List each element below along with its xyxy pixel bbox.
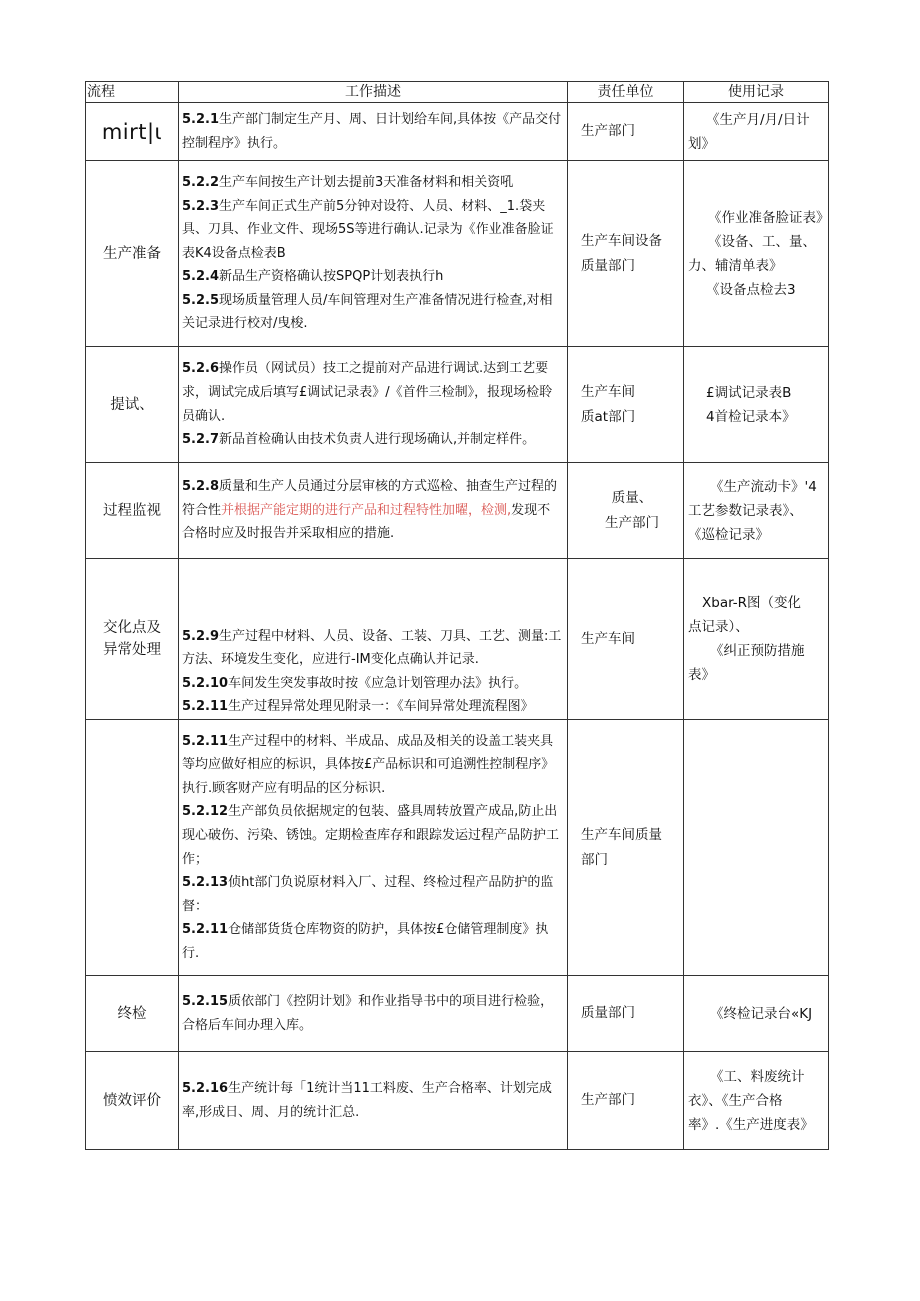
description-cell (179, 720, 568, 976)
item-text: 生产过程异常处理见附录一：《车间异常处理流程图》 (228, 699, 534, 715)
description-item (182, 871, 563, 918)
table-row (86, 463, 829, 559)
unit-cell (568, 1052, 684, 1150)
item-number: 5.2.11 (182, 922, 229, 938)
description-item (182, 730, 563, 801)
header-flow: 流程 (86, 82, 179, 103)
item-text: 新品生产资格确认按SPQP计划表执行h (219, 269, 444, 285)
description-cell (179, 161, 568, 347)
item-text: 现场质量管理人员/车间管理对生产准备情况进行检查,对相关记录进行校对/曳梭. (182, 292, 553, 332)
item-text: 生产统计每「1统计当11工料废、生产合格率、计划完成率,形成日、周、月的统计汇总. (182, 1080, 552, 1120)
item-number: 5.2.11 (182, 733, 229, 749)
record-line: £调试记录表B (706, 384, 792, 401)
description-item (182, 800, 563, 871)
flow-line: 异常处理 (103, 642, 161, 658)
item-number: 5.2.13 (182, 875, 229, 891)
description-item (182, 990, 563, 1037)
process-table (85, 81, 829, 1150)
unit-line: 生产车间 (581, 383, 635, 400)
description-item (182, 695, 563, 719)
record-cell (684, 720, 829, 976)
record-cell (684, 347, 829, 463)
header-description: 工作描述 (179, 82, 568, 103)
table-row (86, 559, 829, 720)
description-cell (179, 559, 568, 720)
table-row (86, 161, 829, 347)
flow-cell: mirt|ι (86, 103, 179, 161)
record-line: 《生产流动卡》'4 (710, 478, 817, 495)
unit-line: 部门 (581, 851, 608, 868)
description-cell (179, 1052, 568, 1150)
item-number: 5.2.10 (182, 675, 229, 691)
item-text: 质依部门《控阴计划》和作业指导书中的项目进行检验，合格后车间办理入库。 (182, 993, 554, 1033)
flow-cell (86, 559, 179, 720)
record-line: 工艺参数记录表》、 (688, 502, 803, 519)
unit-line: 生产车间 (581, 630, 635, 647)
header-row (86, 82, 829, 103)
item-text: 操作员（网试员）技工之提前对产品进行调试.达到工艺要求，调试完成后填写£调试记录表》/《首件三检制》，报现场检聆员确认. (182, 361, 553, 424)
description-item (182, 171, 563, 195)
item-text: 生产部门制定生产月、周、日计划给车间,具体按《产品交付控制程序》执行。 (182, 111, 562, 151)
unit-cell (568, 463, 684, 559)
item-number: 5.2.9 (182, 628, 220, 644)
unit-cell (568, 559, 684, 720)
flow-cell: 提试、 (86, 347, 179, 463)
table-row (86, 976, 829, 1052)
table-row (86, 347, 829, 463)
unit-line: 质at部门 (581, 408, 636, 425)
item-number: 5.2.12 (182, 804, 229, 820)
description-item (182, 195, 563, 266)
record-line: 《作业准备脸证表》 (708, 209, 830, 226)
item-text: 发现不合格时应及时报告并采取相应的措施. (182, 502, 551, 542)
item-number: 5.2.5 (182, 292, 220, 308)
item-number: 5.2.15 (182, 993, 229, 1009)
flow-cell (86, 720, 179, 976)
flow-line: 交化点及 (103, 620, 161, 636)
record-line: 《设备、工、量、 (708, 233, 816, 250)
record-cell (684, 559, 829, 720)
record-line: 表》 (688, 667, 715, 683)
item-number: 5.2.11 (182, 699, 229, 715)
table-row (86, 720, 829, 976)
flow-cell: 生产准备 (86, 161, 179, 347)
description-cell (179, 103, 568, 161)
description-item (182, 475, 563, 546)
item-text: 质量和生产人员通过分层审核的方式巡检、抽查生产过程的符合性 (182, 479, 558, 518)
item-text-highlight: 并根据产能定期的进行产品和过程特性加曜，检测, (221, 502, 512, 518)
record-line: 4首检记录本》 (706, 408, 796, 425)
item-number: 5.2.8 (182, 479, 220, 495)
unit-line: 质量、 (611, 489, 653, 506)
unit-cell (568, 103, 684, 161)
description-cell (179, 347, 568, 463)
description-item (182, 428, 563, 452)
record-line: 《生产月/月/日计 (706, 111, 810, 128)
flow-cell: 过程监视 (86, 463, 179, 559)
unit-cell (568, 347, 684, 463)
description-cell (179, 463, 568, 559)
record-line: 率》.《生产进度表》 (688, 1116, 814, 1133)
description-item (182, 357, 563, 428)
item-number: 5.2.16 (182, 1080, 229, 1096)
record-line: 衣》、《生产合格 (688, 1092, 783, 1109)
item-text: 仓储部货货仓库物资的防护，具体按£仓储管理制度》执行. (182, 922, 549, 961)
record-cell (684, 976, 829, 1052)
unit-line: 生产车间设备 (581, 232, 662, 249)
unit-line: 生产部门 (581, 1092, 635, 1108)
unit-line: 生产车间质量 (581, 826, 662, 843)
description-item (182, 108, 563, 155)
description-item (182, 918, 563, 965)
description-cell (179, 976, 568, 1052)
item-text: 生产部负员依据规定的包装、盛具周转放置产成品,防止出现心破伤、污染、锈蚀。定期检查库存和跟踪发运过程产品防护工作； (182, 804, 560, 867)
record-line: 划》 (688, 135, 715, 152)
record-line: Xbar-R图（变化 (702, 595, 802, 611)
flow-cell: 终检 (86, 976, 179, 1052)
item-number: 5.2.4 (182, 269, 220, 285)
description-item (182, 289, 563, 336)
item-text: 侦ht部门负说原材料入厂、过程、终检过程产品防护的监督： (182, 875, 554, 914)
item-number: 5.2.7 (182, 432, 220, 448)
description-item (182, 625, 563, 672)
record-line: 《纠正预防措施 (710, 643, 805, 659)
record-line: 《巡检记录》 (688, 526, 769, 543)
record-line: 《工、料废统计 (710, 1068, 805, 1085)
header-record: 使用记录 (684, 82, 829, 103)
item-number: 5.2.6 (182, 361, 220, 377)
item-text: 生产车间按生产计划去提前3天准备材料和相关资吼 (219, 174, 514, 190)
table-row (86, 103, 829, 161)
item-number: 5.2.1 (182, 111, 220, 127)
record-line: 点记录）、 (688, 619, 749, 635)
unit-cell (568, 161, 684, 347)
flow-cell: 愤效评价 (86, 1052, 179, 1150)
description-item (182, 1077, 563, 1124)
record-cell (684, 463, 829, 559)
unit-line: 质量部门 (581, 257, 635, 274)
record-line: 《终检记录台«KJ (710, 1005, 813, 1022)
item-text: 生产过程中材料、人员、设备、工装、刀具、工艺、测量:工方法、环境发生变化，应进行-IM变化点确认并记录. (182, 628, 562, 668)
item-number: 5.2.3 (182, 198, 220, 214)
item-number: 5.2.2 (182, 174, 220, 190)
unit-line: 生产部门 (605, 514, 659, 531)
unit-cell (568, 720, 684, 976)
item-text: 车间发生突发事故时按《应急计划管理办法》执行。 (228, 675, 528, 691)
record-line: 力、辅清单表》 (688, 257, 783, 274)
unit-line: 生产部门 (581, 123, 635, 139)
item-text: 新品首检确认由技术负责人进行现场确认,并制定样件。 (219, 432, 536, 448)
record-line: 《设备点检去3 (706, 281, 796, 298)
item-text: 生产车间正式生产前5分钟对设符、人员、材料、_1.袋夹具、刀具、作业文件、现场5S等进行确认.记录为《作业准备脸证表K4设备点检表B (182, 198, 554, 261)
description-item (182, 265, 563, 289)
item-text: 生产过程中的材料、半成品、成品及相关的设盖工装夹具等均应做好相应的标识，具体按£产品标识和可追溯性控制程序》执行.顾客财产应有明品的区分标识. (182, 733, 555, 796)
record-cell (684, 1052, 829, 1150)
description-item (182, 672, 563, 696)
unit-cell (568, 976, 684, 1052)
header-unit: 责任单位 (568, 82, 684, 103)
record-cell (684, 161, 829, 347)
table-row (86, 1052, 829, 1150)
record-cell (684, 103, 829, 161)
unit-line: 质量部门 (581, 1005, 635, 1021)
